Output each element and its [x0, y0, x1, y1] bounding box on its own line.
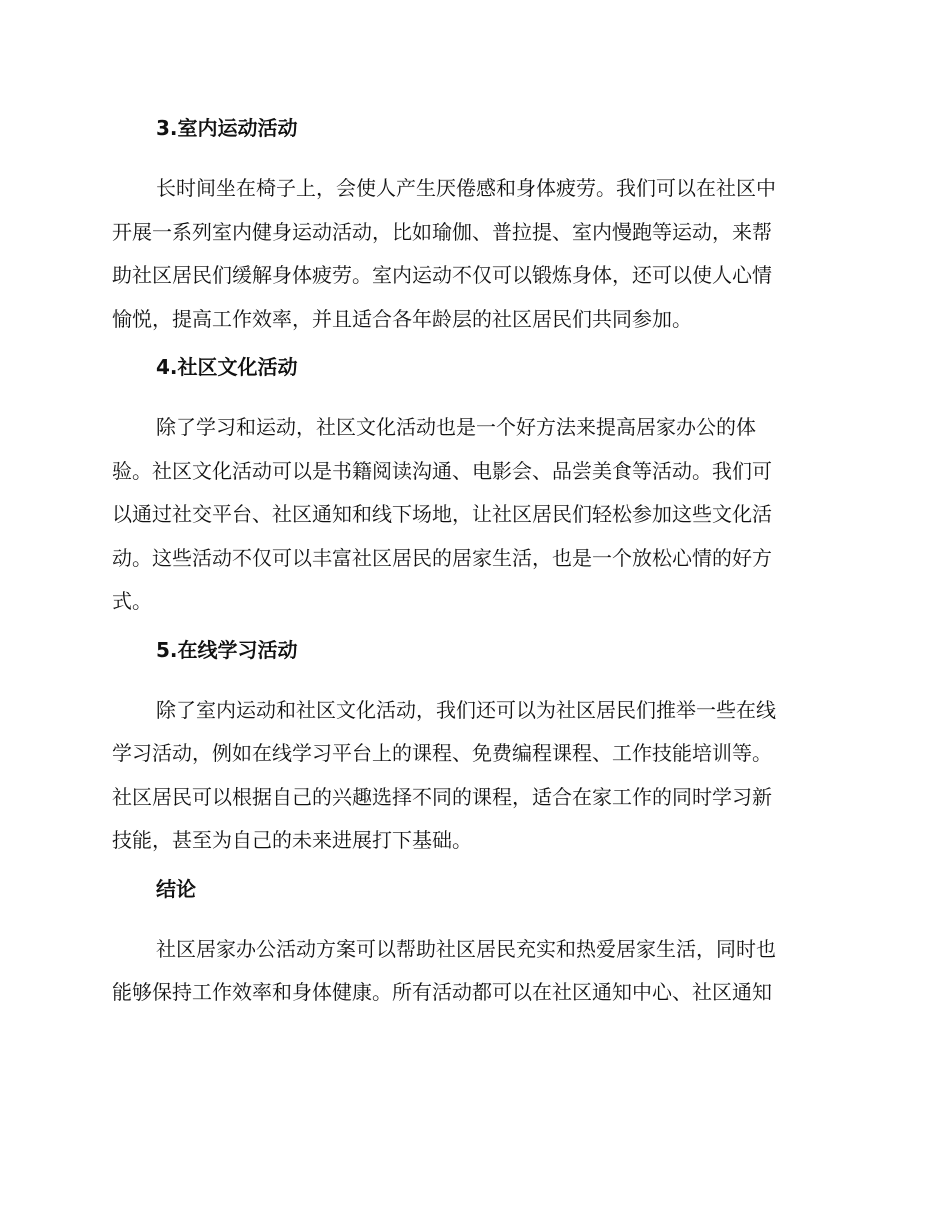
text-line: 验。社区文化活动可以是书籍阅读沟通、电影会、品尝美食等活动。我们可: [112, 458, 772, 483]
section-heading: 3.室内运动活动: [156, 116, 298, 140]
paragraph: [112, 406, 830, 624]
text-line: 长时间坐在椅子上，会使人产生厌倦感和身体疲劳。我们可以在社区中: [156, 176, 776, 200]
text-line: 开展一系列室内健身运动活动，比如瑜伽、普拉提、室内慢跑等运动，来帮: [112, 219, 772, 244]
text-line: 式。: [112, 589, 152, 613]
text-line: 技能，甚至为自己的未来进展打下基础。: [112, 828, 472, 852]
text-line: 助社区居民们缓解身体疲劳。室内运动不仅可以锻炼身体，还可以使人心情: [112, 263, 772, 287]
paragraph: [112, 689, 830, 863]
section-heading: 结论: [156, 876, 196, 901]
section-conclusion: [112, 873, 830, 1015]
section-indoor-exercise: [112, 112, 830, 341]
section-online-learning: [112, 634, 830, 863]
section-heading: 5.在线学习活动: [156, 637, 298, 662]
section-heading: 4.社区文化活动: [156, 355, 298, 379]
paragraph: [112, 167, 830, 341]
text-line: 学习活动，例如在线学习平台上的课程、免费编程课程、工作技能培训等。: [112, 741, 772, 765]
text-line: 除了学习和运动，社区文化活动也是一个好方法来提高居家办公的体: [156, 415, 756, 439]
text-line: 社区居家办公活动方案可以帮助社区居民充实和热爱居家生活，同时也: [156, 936, 776, 961]
text-line: 能够保持工作效率和身体健康。所有活动都可以在社区通知中心、社区通知: [112, 980, 772, 1004]
text-line: 除了室内运动和社区文化活动，我们还可以为社区居民们推举一些在线: [156, 697, 776, 722]
text-line: 动。这些活动不仅可以丰富社区居民的居家生活，也是一个放松心情的好方: [112, 545, 772, 570]
paragraph: [112, 928, 830, 1015]
document-body: [112, 112, 830, 1025]
text-line: 愉悦，提高工作效率，并且适合各年龄层的社区居民们共同参加。: [112, 306, 692, 331]
text-line: 社区居民可以根据自己的兴趣选择不同的课程，适合在家工作的同时学习新: [112, 784, 772, 809]
section-community-culture: [112, 351, 830, 624]
text-line: 以通过社交平台、社区通知和线下场地，让社区居民们轻松参加这些文化活: [112, 502, 772, 526]
